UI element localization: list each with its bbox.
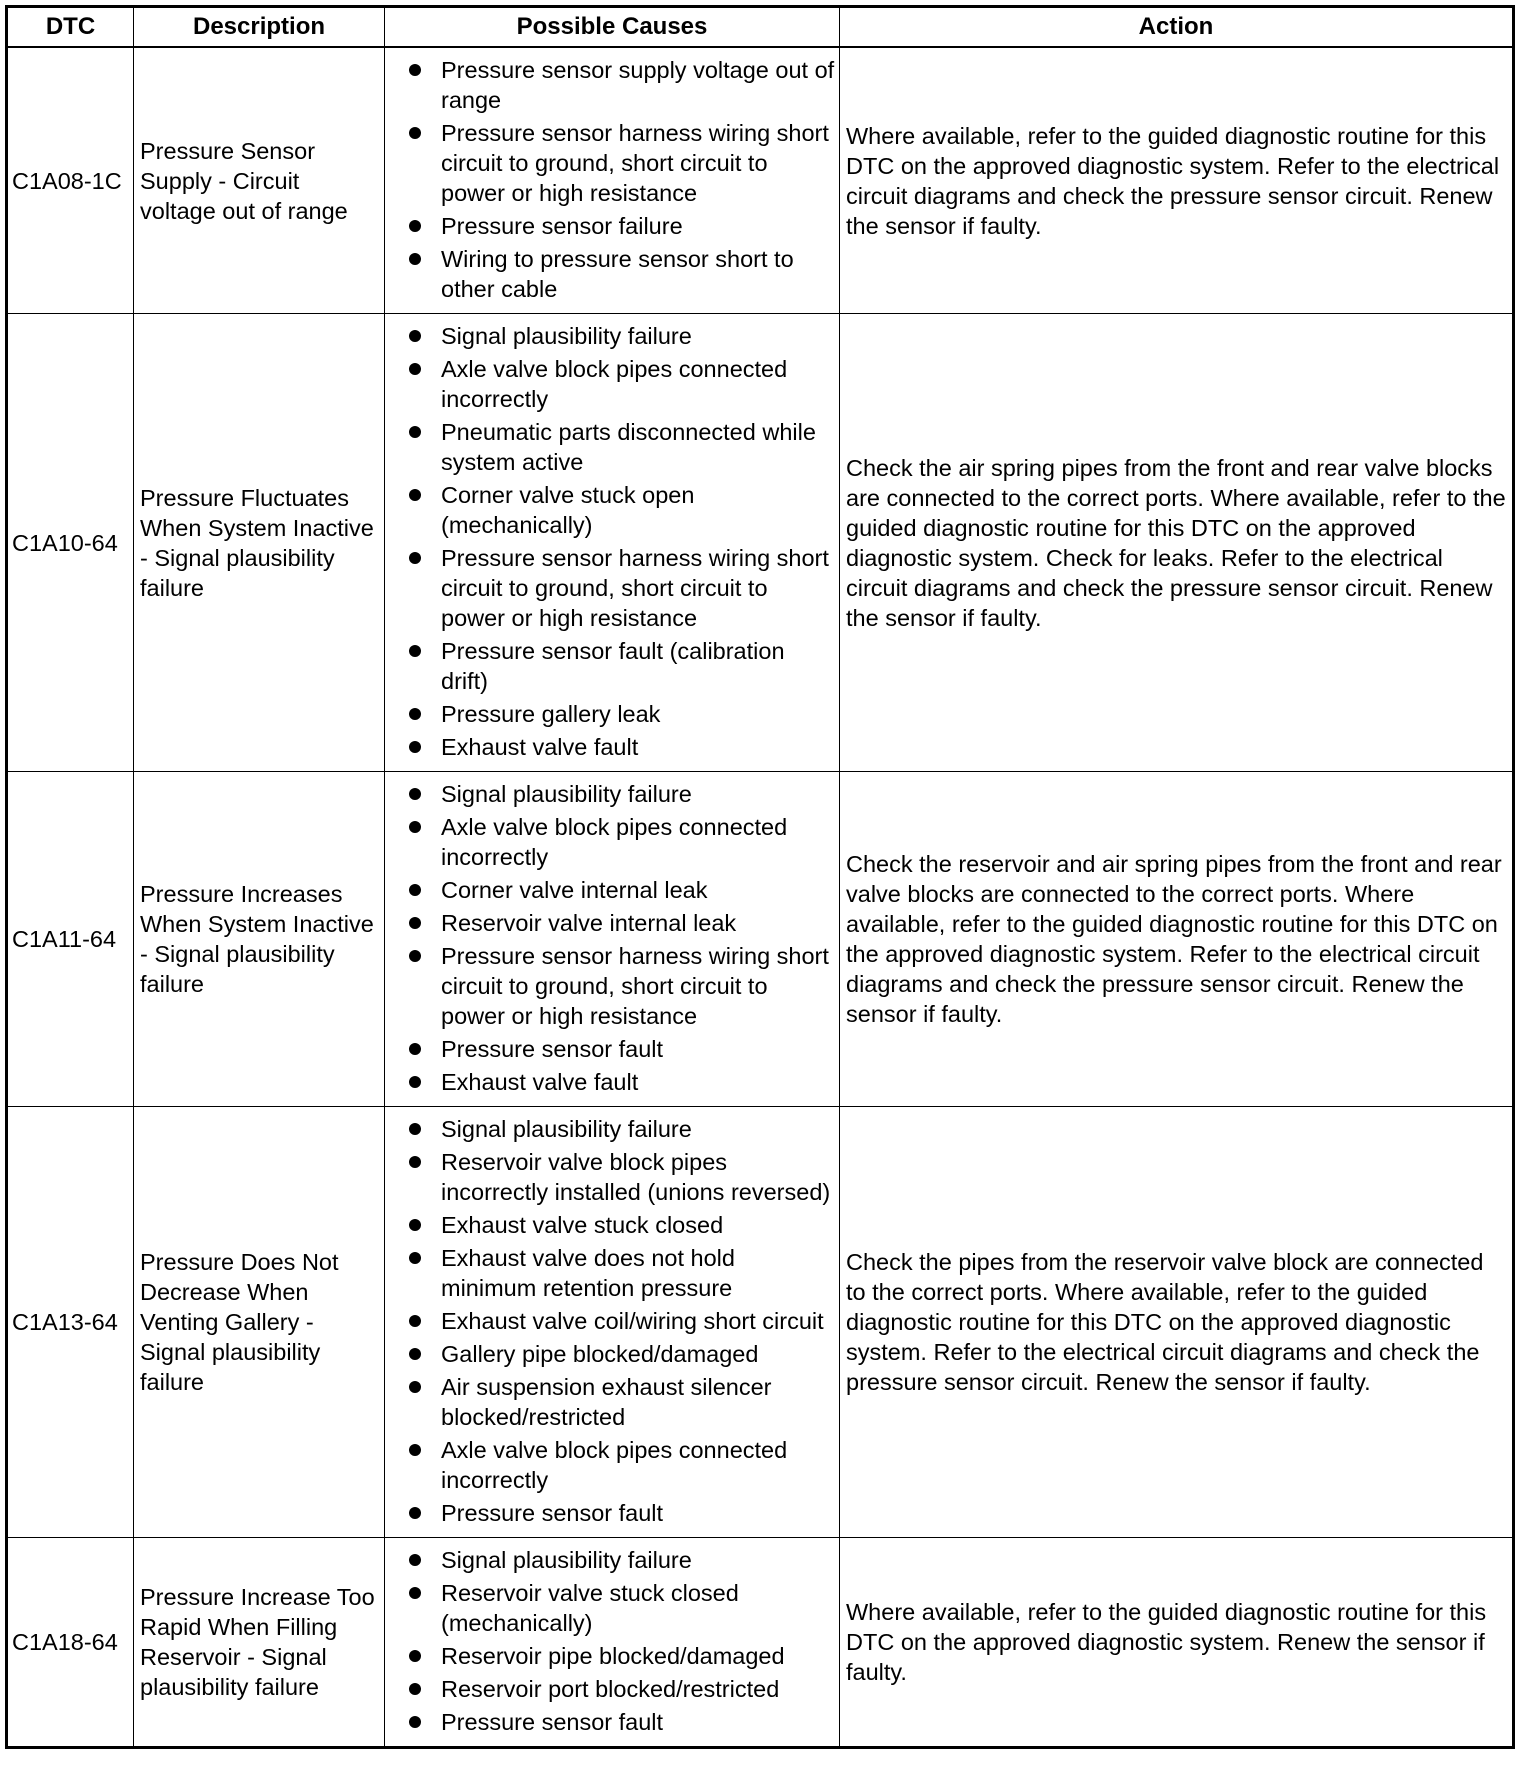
- cause-item: Pressure sensor failure: [405, 211, 835, 241]
- possible-causes: [385, 1107, 840, 1538]
- dtc-action: Where available, refer to the guided diagnostic routine for this DTC on the approved diagnostic system. Refer to the electrical circuit diagrams and check the pressure sensor circuit. Renew the sensor if faulty.: [840, 47, 1514, 314]
- cause-item: Corner valve stuck open (mechanically): [405, 480, 835, 540]
- cause-list: [405, 779, 835, 1097]
- cause-item: Axle valve block pipes connected incorrectly: [405, 354, 835, 414]
- header-possible-causes: Possible Causes: [385, 7, 840, 48]
- possible-causes: [385, 772, 840, 1107]
- dtc-description: Pressure Sensor Supply - Circuit voltage out of range: [134, 47, 385, 314]
- cause-item: Pressure sensor supply voltage out of range: [405, 55, 835, 115]
- table-row: [7, 314, 1514, 772]
- dtc-description: Pressure Does Not Decrease When Venting Gallery - Signal plausibility failure: [134, 1107, 385, 1538]
- table-row: [7, 772, 1514, 1107]
- cause-item: Pressure sensor harness wiring short circuit to ground, short circuit to power or high resistance: [405, 543, 835, 633]
- cause-list: [405, 55, 835, 304]
- cause-list: [405, 1114, 835, 1528]
- possible-causes: [385, 314, 840, 772]
- cause-item: Axle valve block pipes connected incorrectly: [405, 1435, 835, 1495]
- dtc-action: Check the pipes from the reservoir valve block are connected to the correct ports. Where available, refer to the guided diagnostic routine for this DTC on the approved diagnostic system. Refer to the electrical circuit diagrams and check the pressure sensor circuit. Renew the sensor if faulty.: [840, 1107, 1514, 1538]
- dtc-table: [5, 5, 1515, 1749]
- table-row: [7, 1538, 1514, 1748]
- cause-item: Pressure sensor harness wiring short circuit to ground, short circuit to power or high resistance: [405, 941, 835, 1031]
- cause-item: Exhaust valve fault: [405, 1067, 835, 1097]
- cause-item: Pressure sensor fault (calibration drift): [405, 636, 835, 696]
- cause-item: Signal plausibility failure: [405, 1545, 835, 1575]
- header-dtc: DTC: [7, 7, 134, 48]
- cause-item: Gallery pipe blocked/damaged: [405, 1339, 835, 1369]
- dtc-action: Where available, refer to the guided diagnostic routine for this DTC on the approved diagnostic system. Renew the sensor if faulty.: [840, 1538, 1514, 1748]
- cause-item: Wiring to pressure sensor short to other cable: [405, 244, 835, 304]
- header-action: Action: [840, 7, 1514, 48]
- cause-item: Pneumatic parts disconnected while system active: [405, 417, 835, 477]
- cause-item: Reservoir pipe blocked/damaged: [405, 1641, 835, 1671]
- cause-list: [405, 1545, 835, 1737]
- dtc-action: Check the reservoir and air spring pipes from the front and rear valve blocks are connected to the correct ports. Where available, refer to the guided diagnostic routine for this DTC on the approved diagnostic system. Refer to the electrical circuit diagrams and check the pressure sensor circuit. Renew the sensor if faulty.: [840, 772, 1514, 1107]
- dtc-description: Pressure Increase Too Rapid When Filling Reservoir - Signal plausibility failure: [134, 1538, 385, 1748]
- dtc-code: C1A08-1C: [7, 47, 134, 314]
- table-header-row: [7, 7, 1514, 48]
- cause-item: Reservoir valve internal leak: [405, 908, 835, 938]
- cause-item: Pressure sensor fault: [405, 1498, 835, 1528]
- header-description: Description: [134, 7, 385, 48]
- dtc-description: Pressure Fluctuates When System Inactive - Signal plausibility failure: [134, 314, 385, 772]
- cause-item: Exhaust valve does not hold minimum retention pressure: [405, 1243, 835, 1303]
- possible-causes: [385, 1538, 840, 1748]
- dtc-table-container: [5, 5, 1512, 1749]
- table-body: [7, 47, 1514, 1748]
- dtc-code: C1A13-64: [7, 1107, 134, 1538]
- cause-item: Exhaust valve coil/wiring short circuit: [405, 1306, 835, 1336]
- cause-item: Exhaust valve fault: [405, 732, 835, 762]
- dtc-description: Pressure Increases When System Inactive - Signal plausibility failure: [134, 772, 385, 1107]
- cause-item: Signal plausibility failure: [405, 1114, 835, 1144]
- cause-item: Reservoir valve stuck closed (mechanically): [405, 1578, 835, 1638]
- cause-item: Axle valve block pipes connected incorrectly: [405, 812, 835, 872]
- cause-item: Reservoir valve block pipes incorrectly installed (unions reversed): [405, 1147, 835, 1207]
- cause-item: Corner valve internal leak: [405, 875, 835, 905]
- cause-item: Pressure gallery leak: [405, 699, 835, 729]
- table-row: [7, 47, 1514, 314]
- cause-item: Pressure sensor harness wiring short circuit to ground, short circuit to power or high resistance: [405, 118, 835, 208]
- dtc-code: C1A10-64: [7, 314, 134, 772]
- cause-list: [405, 321, 835, 762]
- table-row: [7, 1107, 1514, 1538]
- dtc-action: Check the air spring pipes from the front and rear valve blocks are connected to the correct ports. Where available, refer to the guided diagnostic routine for this DTC on the approved diagnostic system. Check for leaks. Refer to the electrical circuit diagrams and check the pressure sensor circuit. Renew the sensor if faulty.: [840, 314, 1514, 772]
- cause-item: Pressure sensor fault: [405, 1034, 835, 1064]
- dtc-code: C1A11-64: [7, 772, 134, 1107]
- cause-item: Reservoir port blocked/restricted: [405, 1674, 835, 1704]
- cause-item: Pressure sensor fault: [405, 1707, 835, 1737]
- cause-item: Air suspension exhaust silencer blocked/restricted: [405, 1372, 835, 1432]
- cause-item: Signal plausibility failure: [405, 779, 835, 809]
- possible-causes: [385, 47, 840, 314]
- cause-item: Signal plausibility failure: [405, 321, 835, 351]
- cause-item: Exhaust valve stuck closed: [405, 1210, 835, 1240]
- dtc-code: C1A18-64: [7, 1538, 134, 1748]
